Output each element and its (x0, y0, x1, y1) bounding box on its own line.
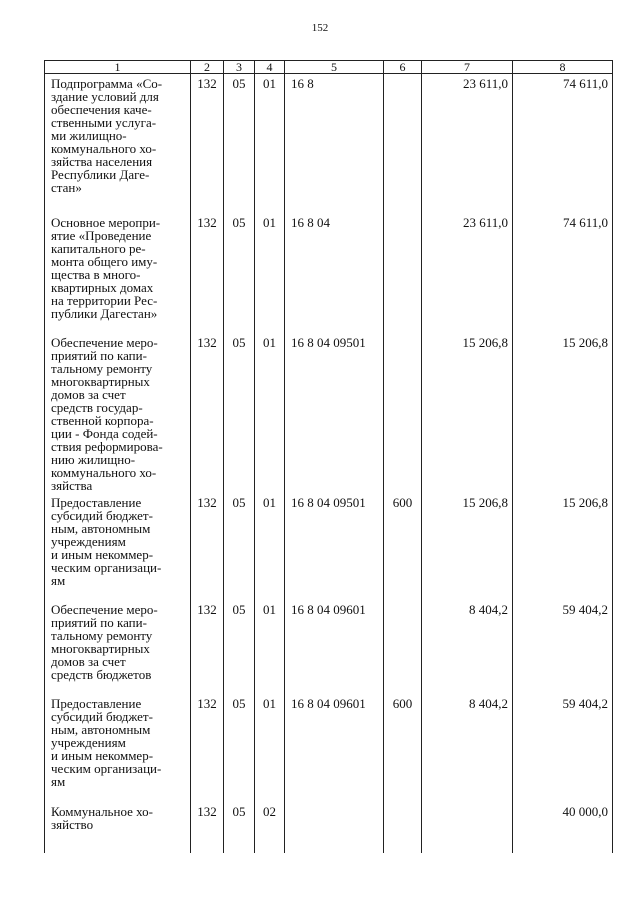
amount-cell: 74 611,0 (513, 74, 613, 214)
row-name-line: домов за счет (51, 387, 126, 402)
subsection-code-cell: 01 (255, 333, 285, 493)
row-name-line: коммунального хо- (51, 465, 157, 480)
row-name-cell (45, 493, 191, 600)
row-name-line: обеспечения каче- (51, 102, 152, 117)
table-header (45, 61, 613, 74)
row-name-line: ственными услуга- (51, 115, 157, 130)
expense-type-cell: 600 (384, 694, 422, 802)
amount-cell: 8 404,2 (422, 694, 513, 802)
row-name-line: приятий по капи- (51, 348, 147, 363)
column-header-7: 7 (422, 61, 513, 74)
target-article-cell: 16 8 04 (285, 213, 384, 333)
subsection-code-cell: 02 (255, 802, 285, 853)
row-name-line: и иным некоммер- (51, 748, 154, 763)
row-name-line: тальному ремонту (51, 628, 153, 643)
row-name-line: тальному ремонту (51, 361, 153, 376)
row-name-line: Обеспечение меро- (51, 602, 158, 617)
section-code-cell: 05 (224, 600, 255, 694)
row-name-line: Коммунальное хо- (51, 804, 153, 819)
table-row (45, 694, 613, 802)
row-name-cell (45, 333, 191, 493)
column-header-1: 1 (45, 61, 191, 74)
row-name-line: Подпрограмма «Со- (51, 76, 163, 91)
row-name-line: многоквартирных (51, 641, 150, 656)
admin-code-cell: 132 (191, 802, 224, 853)
row-name-line: многоквартирных (51, 374, 150, 389)
row-name-line: щества в много- (51, 267, 141, 282)
row-name-line: учреждениям (51, 534, 126, 549)
amount-cell: 15 206,8 (513, 493, 613, 600)
admin-code-cell: 132 (191, 333, 224, 493)
target-article-cell: 16 8 04 09601 (285, 600, 384, 694)
page-number: 152 (311, 22, 329, 34)
target-article-cell: 16 8 04 09501 (285, 333, 384, 493)
section-code-cell: 05 (224, 694, 255, 802)
row-name-line: учреждениям (51, 735, 126, 750)
row-name-line: Предоставление (51, 495, 142, 510)
row-name-line: Республики Даге- (51, 167, 150, 182)
row-name-line: ческим организаци- (51, 560, 162, 575)
row-name-line: ческим организаци- (51, 761, 162, 776)
row-name-line: и иным некоммер- (51, 547, 154, 562)
table-row (45, 600, 613, 694)
table-row (45, 333, 613, 493)
amount-cell: 15 206,8 (513, 333, 613, 493)
amount-cell (422, 802, 513, 853)
subsection-code-cell: 01 (255, 600, 285, 694)
admin-code-cell: 132 (191, 493, 224, 600)
amount-cell: 59 404,2 (513, 694, 613, 802)
row-name-cell (45, 600, 191, 694)
row-name-line: коммунального хо- (51, 141, 157, 156)
amount-cell: 23 611,0 (422, 74, 513, 214)
admin-code-cell: 132 (191, 600, 224, 694)
row-name-line: публики Дагестан» (51, 306, 158, 321)
subsection-code-cell: 01 (255, 694, 285, 802)
row-name-cell (45, 802, 191, 853)
target-article-cell: 16 8 04 09501 (285, 493, 384, 600)
expense-type-cell (384, 802, 422, 853)
row-name-line: ми жилищно- (51, 128, 127, 143)
row-name-cell (45, 74, 191, 214)
header-row (45, 61, 613, 74)
table-row (45, 802, 613, 853)
target-article-cell (285, 802, 384, 853)
amount-cell: 23 611,0 (422, 213, 513, 333)
amount-cell: 40 000,0 (513, 802, 613, 853)
row-name-line: субсидий бюджет- (51, 709, 153, 724)
row-name-line: средств государ- (51, 400, 143, 415)
row-name-line: зяйства (51, 478, 93, 493)
row-name-line: здание условий для (51, 89, 159, 104)
expense-type-cell (384, 74, 422, 214)
row-name-line: субсидий бюджет- (51, 508, 153, 523)
row-name-line: ствия реформирова- (51, 439, 163, 454)
column-header-8: 8 (513, 61, 613, 74)
subsection-code-cell: 01 (255, 213, 285, 333)
row-name-line: монта общего иму- (51, 254, 158, 269)
section-code-cell: 05 (224, 333, 255, 493)
expense-type-cell (384, 600, 422, 694)
row-name-line: нию жилищно- (51, 452, 136, 467)
row-name-line: зяйство (51, 817, 94, 832)
amount-cell: 8 404,2 (422, 600, 513, 694)
subsection-code-cell: 01 (255, 493, 285, 600)
row-name-line: ственной корпора- (51, 413, 154, 428)
column-header-5: 5 (285, 61, 384, 74)
table-body (45, 74, 613, 854)
row-name-line: ям (51, 774, 66, 789)
table-row (45, 213, 613, 333)
column-header-2: 2 (191, 61, 224, 74)
amount-cell: 59 404,2 (513, 600, 613, 694)
row-name-line: ным, автономным (51, 722, 151, 737)
row-name-line: Обеспечение меро- (51, 335, 158, 350)
row-name-line: Предоставление (51, 696, 142, 711)
row-name-line: капитального ре- (51, 241, 146, 256)
row-name-line: ным, автономным (51, 521, 151, 536)
row-name-line: ции - Фонда содей- (51, 426, 158, 441)
table-row (45, 493, 613, 600)
column-header-3: 3 (224, 61, 255, 74)
row-name-line: стан» (51, 180, 82, 195)
row-name-line: квартирных домах (51, 280, 154, 295)
amount-cell: 15 206,8 (422, 333, 513, 493)
row-name-line: приятий по капи- (51, 615, 147, 630)
row-name-line: ям (51, 573, 66, 588)
section-code-cell: 05 (224, 74, 255, 214)
row-name-cell (45, 694, 191, 802)
row-name-line: ятие «Проведение (51, 228, 152, 243)
amount-cell: 15 206,8 (422, 493, 513, 600)
section-code-cell: 05 (224, 213, 255, 333)
column-header-6: 6 (384, 61, 422, 74)
subsection-code-cell: 01 (255, 74, 285, 214)
section-code-cell: 05 (224, 493, 255, 600)
column-header-4: 4 (255, 61, 285, 74)
expense-type-cell (384, 333, 422, 493)
row-name-line: Основное меропри- (51, 215, 161, 230)
row-name-line: зяйства населения (51, 154, 153, 169)
row-name-line: на территории Рес- (51, 293, 158, 308)
budget-table (44, 60, 613, 853)
admin-code-cell: 132 (191, 694, 224, 802)
expense-type-cell (384, 213, 422, 333)
expense-type-cell: 600 (384, 493, 422, 600)
row-name-cell (45, 213, 191, 333)
section-code-cell: 05 (224, 802, 255, 853)
amount-cell: 74 611,0 (513, 213, 613, 333)
admin-code-cell: 132 (191, 74, 224, 214)
table-row (45, 74, 613, 214)
row-name-line: домов за счет (51, 654, 126, 669)
row-name-line: средств бюджетов (51, 667, 152, 682)
target-article-cell: 16 8 (285, 74, 384, 214)
admin-code-cell: 132 (191, 213, 224, 333)
target-article-cell: 16 8 04 09601 (285, 694, 384, 802)
